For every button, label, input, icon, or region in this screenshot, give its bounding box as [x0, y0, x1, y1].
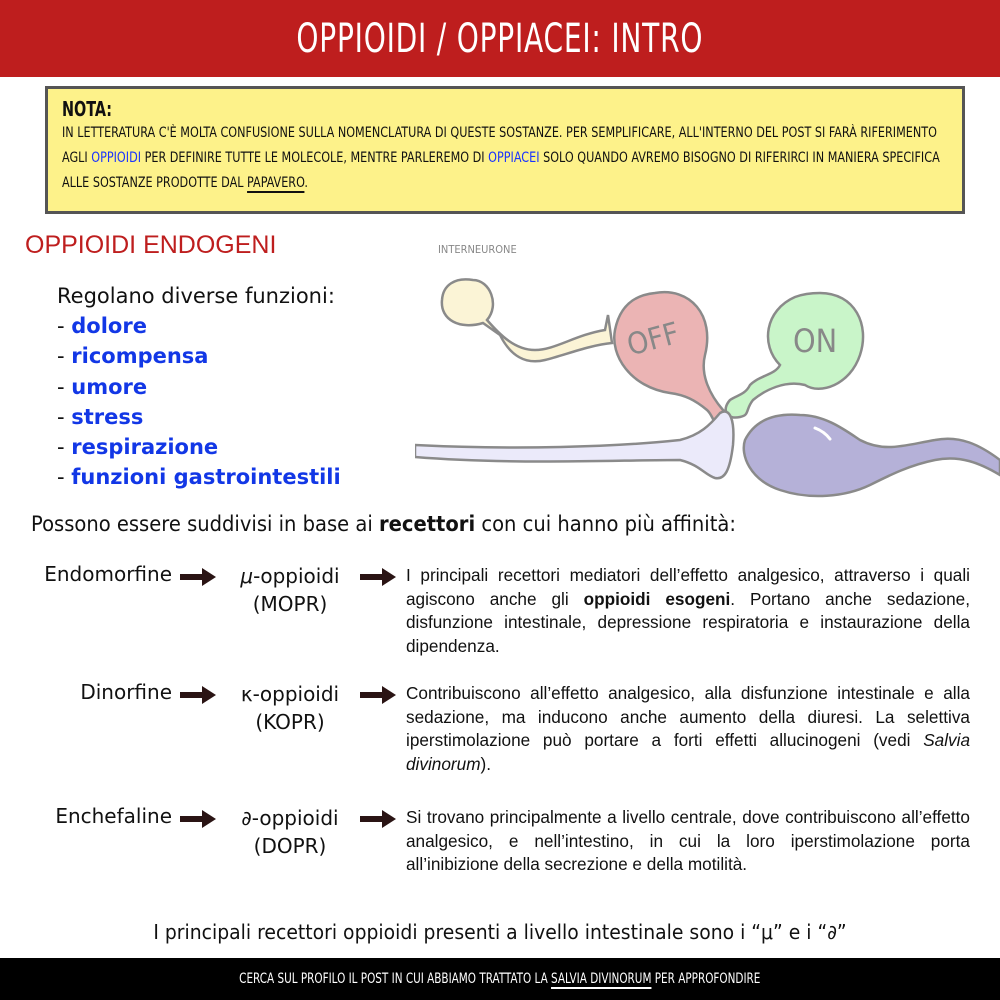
receptor-name — [220, 680, 360, 708]
bullet: - — [57, 314, 72, 338]
neuron-illustration — [415, 235, 1000, 500]
nota-segment-plain: IN LETTERATURA C'È MOLTA CONFUSIONE SULLA NOMENCLATURA DI QUESTE SOSTANZE. PER SEMPLIFICARE, ALL'INTERNO DEL POST SI FARÀ RIFERIMENTO AGLI — [62, 125, 937, 166]
description-segment-plain: Si trovano principalmente a livello centrale, dove contribuiscono all’effetto analgesico, e nell’intestino, in cui la loro iperstimolazione porta all’inibizione della secrezione e della motilità. — [406, 807, 970, 875]
description-segment-italic: Salvia divinorum — [406, 730, 970, 774]
nota-segment-plain: PER DEFINIRE TUTTE LE MOLECOLE, MENTRE PARLEREMO DI — [141, 150, 489, 166]
subdivision-prefix: Possono essere suddivisi in base ai — [31, 512, 380, 536]
receptor-code: (KOPR) — [255, 710, 325, 734]
receptor-block — [220, 804, 360, 860]
footer-prefix: CERCA SUL PROFILO IL POST IN CUI ABBIAMO TRATTATO LA — [239, 971, 552, 987]
receptor-symbol: κ — [240, 682, 253, 706]
page-title: OPPIOIDI / OPPIACEI: INTRO — [296, 15, 704, 62]
functions-intro: Regolano diverse funzioni: — [57, 284, 335, 308]
interneuron-label: INTERNEURONE — [438, 243, 517, 256]
receptor-block — [220, 680, 360, 736]
nota-segment-plain: . — [304, 175, 309, 191]
nota-segment-highlight: OPPIOIDI — [91, 150, 142, 166]
presynaptic-terminal — [415, 412, 733, 479]
function-value: respirazione — [71, 435, 219, 460]
description-segment-plain: Contribuiscono all’effetto analgesico, alla disfunzione intestinale e alla sedazione, ma inducono anche aumento della diuresi. La selettiva iperstimolazione può portare a forti effetti allucinogeni (vedi — [406, 683, 970, 751]
off-neuron — [614, 292, 731, 430]
description-segment-plain: . Portano anche sedazione, disfunzione intestinale, depressione respiratoria e instaurazione della dipendenza. — [406, 588, 971, 656]
ligand-name: Enchefaline — [55, 804, 172, 828]
postsynaptic-neuron — [744, 415, 1000, 496]
function-item — [57, 372, 341, 402]
receptor-description — [406, 564, 970, 658]
receptor-name-rest: -oppioidi — [253, 564, 340, 588]
footnote: I principali recettori oppioidi presenti a livello intestinale sono i “μ” e i “∂” — [153, 920, 847, 944]
footer-suffix: PER APPROFONDIRE — [651, 971, 761, 987]
footer-banner — [0, 958, 1000, 1000]
subdivision-text — [31, 512, 736, 536]
arrow-right-icon — [360, 568, 396, 586]
function-item — [57, 402, 341, 432]
receptor-code: (DOPR) — [253, 834, 327, 858]
function-value: umore — [71, 374, 148, 399]
interneuron-body — [442, 279, 612, 361]
function-item — [57, 462, 341, 492]
receptor-name — [220, 562, 360, 590]
presynaptic-axon — [415, 412, 733, 479]
receptor-symbol: ∂ — [241, 806, 252, 830]
arrow-right-icon — [360, 686, 396, 704]
bullet: - — [57, 374, 72, 399]
on-label: ON — [793, 322, 838, 360]
function-value: dolore — [71, 314, 147, 338]
header-banner — [0, 0, 1000, 77]
ligand-name: Dinorfine — [80, 680, 172, 704]
nota-title: NOTA: — [62, 97, 113, 121]
receptor-block — [220, 562, 360, 618]
receptor-description — [406, 682, 970, 776]
function-item — [57, 432, 341, 462]
section-title-endogeni: OPPIOIDI ENDOGENI — [25, 231, 277, 259]
arrow-right-icon — [180, 810, 216, 828]
nota-segment-plain: SOLO QUANDO AVREMO BISOGNO DI RIFERIRCI IN MANIERA SPECIFICA ALLE SOSTANZE PRODOTTE DAL — [62, 150, 940, 191]
nota-body — [62, 121, 956, 196]
bullet: - — [57, 465, 72, 490]
off-label: OFF — [623, 315, 683, 364]
ligand-name: Endomorfine — [44, 562, 172, 586]
description-segment-plain: ). — [480, 753, 492, 774]
bullet: - — [57, 404, 72, 429]
footer-salvia-link[interactable]: SALVIA DIVINORUM — [551, 971, 652, 987]
nota-segment-highlight: OPPIACEI — [488, 150, 540, 166]
subdivision-suffix: con cui hanno più affinità: — [475, 512, 736, 536]
subdivision-bold: recettori — [379, 512, 476, 536]
function-item — [57, 341, 341, 371]
function-value: funzioni gastrointestili — [71, 465, 341, 490]
nota-box — [45, 86, 965, 214]
receptor-name-rest: -oppioidi — [252, 682, 340, 706]
on-neuron — [726, 293, 863, 418]
footer-text — [239, 971, 760, 987]
arrow-right-icon — [360, 810, 396, 828]
functions-list-block — [57, 281, 341, 493]
receptor-code: (MOPR) — [252, 592, 328, 616]
receptor-name-rest: -oppioidi — [251, 806, 339, 830]
neuron-diagram-svg — [415, 235, 1000, 500]
function-value: ricompensa — [71, 344, 209, 369]
arrow-right-icon — [180, 686, 216, 704]
bullet: - — [57, 344, 72, 369]
description-segment-plain: I principali recettori mediatori dell’effetto analgesico, attraverso i quali agiscono anche gli — [406, 565, 970, 609]
functions-list — [57, 311, 341, 493]
function-value: stress — [71, 404, 144, 429]
arrow-right-icon — [180, 568, 216, 586]
interneuron-cell — [442, 279, 612, 361]
postsynaptic-body — [744, 415, 1000, 496]
nota-segment-underline: PAPAVERO — [247, 175, 305, 191]
receptor-symbol: μ — [240, 564, 254, 588]
description-segment-bold: oppioidi esogeni — [583, 588, 731, 609]
bullet: - — [57, 435, 72, 460]
function-item — [57, 311, 341, 341]
receptor-description — [406, 806, 970, 877]
receptor-name — [220, 804, 360, 832]
